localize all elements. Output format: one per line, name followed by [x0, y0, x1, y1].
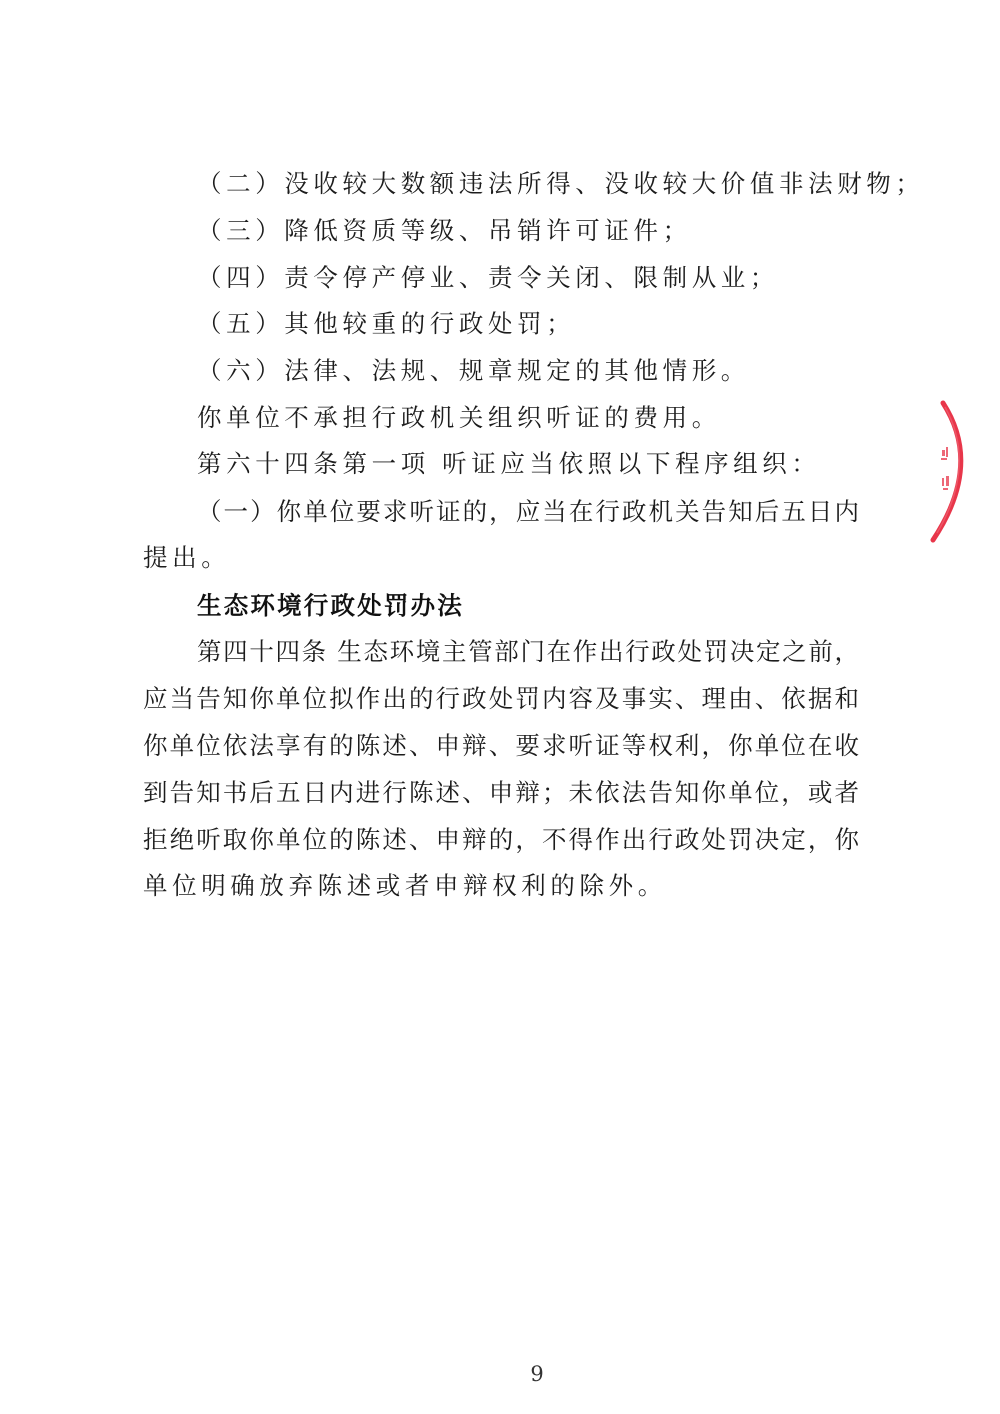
- list-item-2: （二）没收较大数额违法所得、没收较大价值非法财物；: [197, 169, 925, 198]
- page-number: 9: [530, 1362, 544, 1386]
- article-64-item-1-line-2: 提出。: [143, 543, 231, 572]
- section-title: 生态环境行政处罚办法: [197, 591, 464, 620]
- hearing-cost-note: 你单位不承担行政机关组织听证的费用。: [197, 403, 721, 432]
- list-item-3: （三）降低资质等级、吊销许可证件；: [197, 216, 692, 245]
- article-44-line-6: 单位明确放弃陈述或者申辩权利的除外。: [143, 871, 667, 900]
- article-44-line-3: 你单位依法享有的陈述、申辩、要求听证等权利，你单位在收: [143, 731, 859, 760]
- article-64-item-1-line-1: （一）你单位要求听证的，应当在行政机关告知后五日内: [197, 497, 859, 526]
- article-44-line-1: 第四十四条 生态环境主管部门在作出行政处罚决定之前，: [197, 637, 859, 666]
- article-44-line-4: 到告知书后五日内进行陈述、申辩；未依法告知你单位，或者: [143, 778, 859, 807]
- list-item-6: （六）法律、法规、规章规定的其他情形。: [197, 356, 750, 385]
- list-item-4: （四）责令停产停业、责令关闭、限制从业；: [197, 263, 779, 292]
- article-64-heading: 第六十四条第一项 听证应当依照以下程序组织：: [197, 449, 821, 478]
- article-44-line-5: 拒绝听取你单位的陈述、申辩的，不得作出行政处罚决定，你: [143, 825, 859, 854]
- article-44-line-2: 应当告知你单位拟作出的行政处罚内容及事实、理由、依据和: [143, 684, 859, 713]
- official-seal-icon: [925, 395, 985, 545]
- list-item-5: （五）其他较重的行政处罚；: [197, 309, 576, 338]
